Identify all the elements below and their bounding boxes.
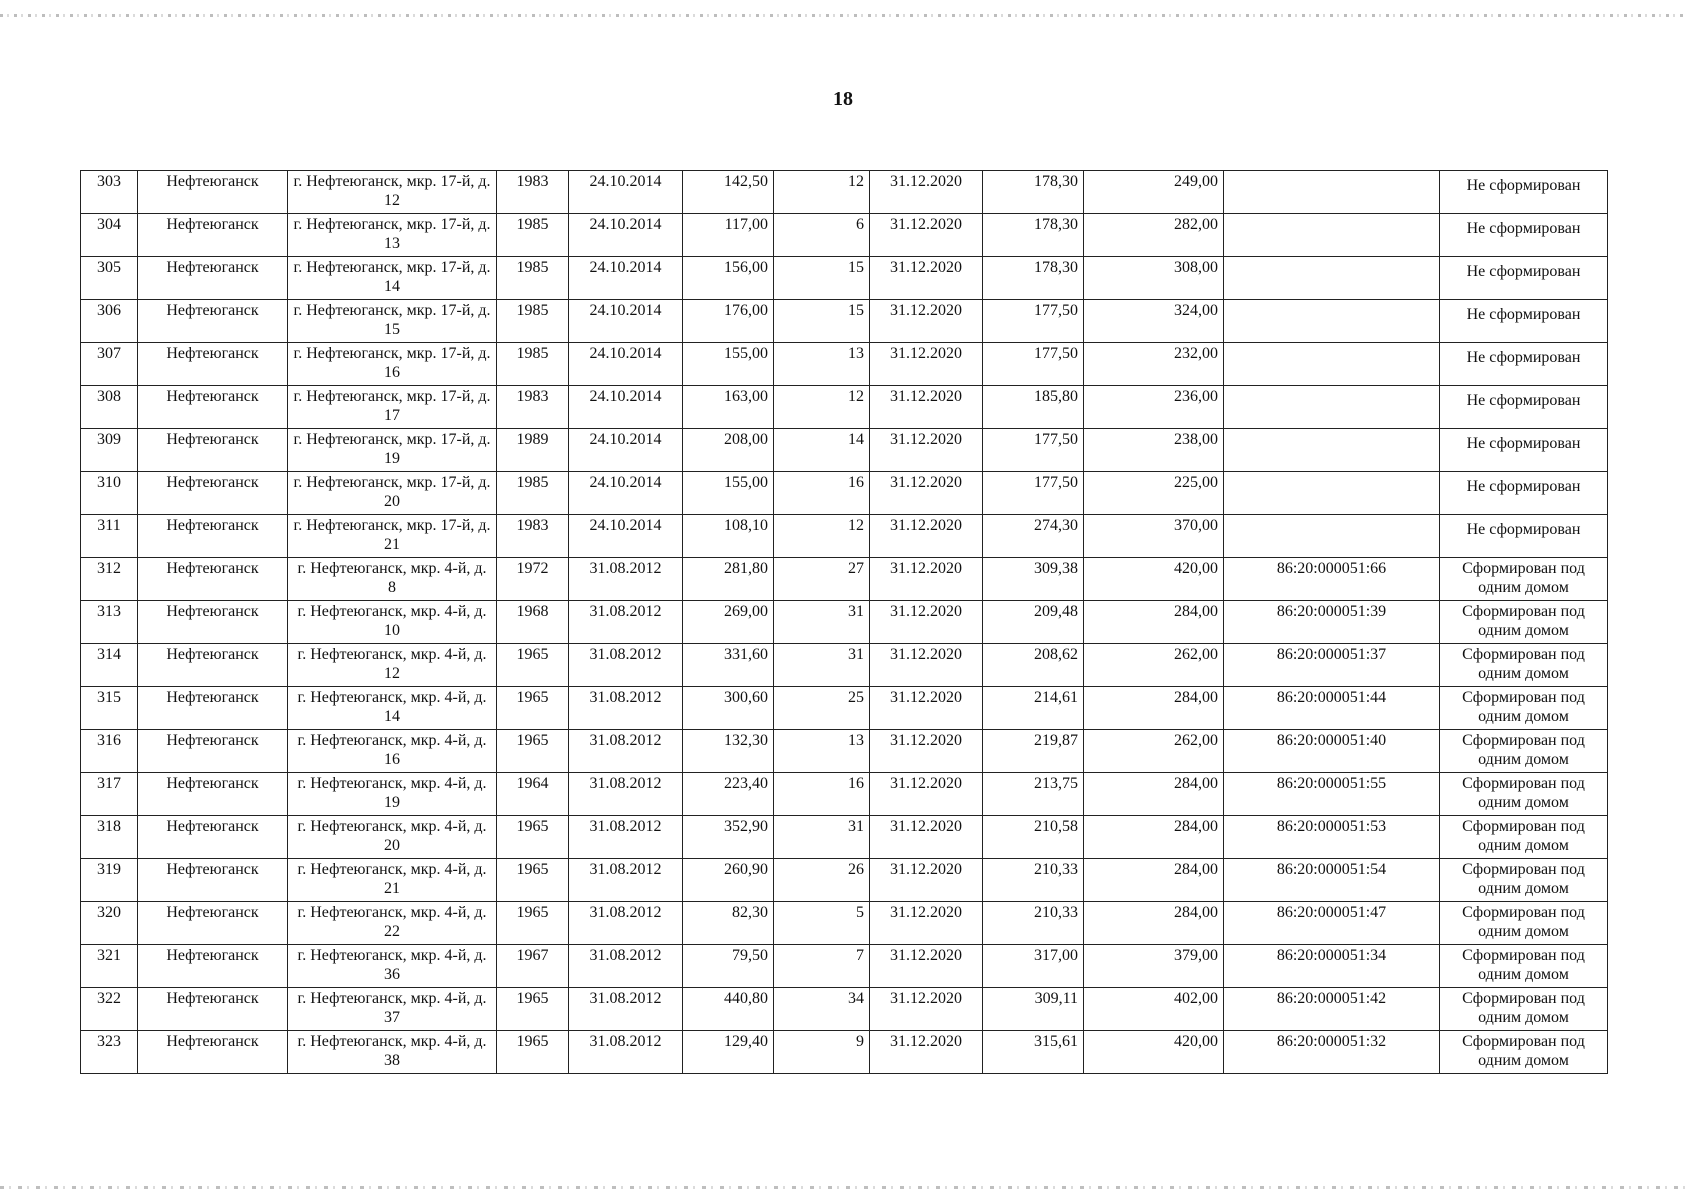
value-1-cell: 185,80 [983,386,1084,429]
date-cell: 24.10.2014 [569,214,683,257]
value-2-cell: 284,00 [1084,687,1224,730]
scan-edge-bottom [0,1186,1686,1189]
address-cell: г. Нефтеюганск, мкр. 17-й, д. 13 [288,214,497,257]
quantity-cell: 14 [774,429,870,472]
year-cell: 1985 [497,214,569,257]
date-cell: 24.10.2014 [569,472,683,515]
area-cell: 223,40 [683,773,774,816]
area-cell: 331,60 [683,644,774,687]
deadline-cell: 31.12.2020 [870,644,983,687]
value-1-cell: 178,30 [983,257,1084,300]
deadline-cell: 31.12.2020 [870,214,983,257]
land-status-cell: Не сформирован [1440,386,1608,429]
value-2-cell: 324,00 [1084,300,1224,343]
deadline-cell: 31.12.2020 [870,472,983,515]
cadastral-number-cell: 86:20:000051:54 [1224,859,1440,902]
area-cell: 108,10 [683,515,774,558]
deadline-cell: 31.12.2020 [870,343,983,386]
row-number-cell: 314 [81,644,138,687]
city-cell: Нефтеюганск [138,773,288,816]
cadastral-number-cell: 86:20:000051:34 [1224,945,1440,988]
value-1-cell: 177,50 [983,429,1084,472]
table-row [81,902,1608,945]
city-cell: Нефтеюганск [138,816,288,859]
area-cell: 156,00 [683,257,774,300]
cadastral-number-cell: 86:20:000051:42 [1224,988,1440,1031]
value-1-cell: 309,38 [983,558,1084,601]
value-1-cell: 309,11 [983,988,1084,1031]
row-number-cell: 310 [81,472,138,515]
table-row [81,816,1608,859]
quantity-cell: 31 [774,644,870,687]
value-2-cell: 284,00 [1084,902,1224,945]
year-cell: 1965 [497,902,569,945]
table-row [81,1031,1608,1074]
land-status-cell: Не сформирован [1440,171,1608,214]
table-row [81,687,1608,730]
cadastral-number-cell [1224,343,1440,386]
table-row [81,945,1608,988]
cadastral-number-cell [1224,386,1440,429]
area-cell: 155,00 [683,343,774,386]
cadastral-number-cell: 86:20:000051:37 [1224,644,1440,687]
year-cell: 1965 [497,859,569,902]
value-2-cell: 284,00 [1084,859,1224,902]
quantity-cell: 5 [774,902,870,945]
table-row [81,644,1608,687]
deadline-cell: 31.12.2020 [870,859,983,902]
row-number-cell: 311 [81,515,138,558]
value-1-cell: 178,30 [983,214,1084,257]
table-row [81,300,1608,343]
city-cell: Нефтеюганск [138,257,288,300]
quantity-cell: 31 [774,601,870,644]
land-status-cell: Сформирован под одним домом [1440,730,1608,773]
city-cell: Нефтеюганск [138,988,288,1031]
land-status-cell: Сформирован под одним домом [1440,945,1608,988]
land-status-cell: Не сформирован [1440,257,1608,300]
value-1-cell: 208,62 [983,644,1084,687]
cadastral-number-cell: 86:20:000051:66 [1224,558,1440,601]
quantity-cell: 16 [774,773,870,816]
year-cell: 1965 [497,730,569,773]
address-cell: г. Нефтеюганск, мкр. 17-й, д. 16 [288,343,497,386]
quantity-cell: 34 [774,988,870,1031]
table-row [81,429,1608,472]
scan-edge-top [0,14,1686,17]
address-cell: г. Нефтеюганск, мкр. 17-й, д. 20 [288,472,497,515]
land-status-cell: Сформирован под одним домом [1440,601,1608,644]
row-number-cell: 306 [81,300,138,343]
table-body [81,171,1608,1074]
deadline-cell: 31.12.2020 [870,558,983,601]
quantity-cell: 13 [774,730,870,773]
table-row [81,859,1608,902]
quantity-cell: 12 [774,515,870,558]
area-cell: 79,50 [683,945,774,988]
city-cell: Нефтеюганск [138,429,288,472]
table-row [81,343,1608,386]
area-cell: 132,30 [683,730,774,773]
deadline-cell: 31.12.2020 [870,300,983,343]
date-cell: 31.08.2012 [569,644,683,687]
address-cell: г. Нефтеюганск, мкр. 4-й, д. 22 [288,902,497,945]
date-cell: 31.08.2012 [569,816,683,859]
cadastral-number-cell [1224,300,1440,343]
date-cell: 24.10.2014 [569,257,683,300]
value-1-cell: 210,33 [983,902,1084,945]
year-cell: 1983 [497,171,569,214]
city-cell: Нефтеюганск [138,300,288,343]
value-2-cell: 284,00 [1084,816,1224,859]
address-cell: г. Нефтеюганск, мкр. 17-й, д. 14 [288,257,497,300]
year-cell: 1965 [497,816,569,859]
cadastral-number-cell: 86:20:000051:39 [1224,601,1440,644]
value-2-cell: 236,00 [1084,386,1224,429]
date-cell: 24.10.2014 [569,300,683,343]
date-cell: 31.08.2012 [569,773,683,816]
deadline-cell: 31.12.2020 [870,515,983,558]
area-cell: 260,90 [683,859,774,902]
value-2-cell: 249,00 [1084,171,1224,214]
cadastral-number-cell: 86:20:000051:44 [1224,687,1440,730]
page-number: 18 [833,88,853,110]
city-cell: Нефтеюганск [138,386,288,429]
deadline-cell: 31.12.2020 [870,902,983,945]
area-cell: 440,80 [683,988,774,1031]
row-number-cell: 316 [81,730,138,773]
value-1-cell: 177,50 [983,472,1084,515]
cadastral-number-cell [1224,171,1440,214]
row-number-cell: 309 [81,429,138,472]
value-2-cell: 420,00 [1084,1031,1224,1074]
deadline-cell: 31.12.2020 [870,1031,983,1074]
row-number-cell: 323 [81,1031,138,1074]
cadastral-number-cell [1224,472,1440,515]
address-cell: г. Нефтеюганск, мкр. 4-й, д. 14 [288,687,497,730]
row-number-cell: 313 [81,601,138,644]
value-2-cell: 284,00 [1084,601,1224,644]
land-status-cell: Сформирован под одним домом [1440,773,1608,816]
city-cell: Нефтеюганск [138,601,288,644]
quantity-cell: 13 [774,343,870,386]
area-cell: 117,00 [683,214,774,257]
cadastral-number-cell [1224,429,1440,472]
quantity-cell: 16 [774,472,870,515]
deadline-cell: 31.12.2020 [870,257,983,300]
value-2-cell: 262,00 [1084,730,1224,773]
quantity-cell: 15 [774,300,870,343]
land-status-cell: Сформирован под одним домом [1440,859,1608,902]
year-cell: 1965 [497,644,569,687]
address-cell: г. Нефтеюганск, мкр. 17-й, д. 17 [288,386,497,429]
address-cell: г. Нефтеюганск, мкр. 4-й, д. 38 [288,1031,497,1074]
value-2-cell: 238,00 [1084,429,1224,472]
quantity-cell: 27 [774,558,870,601]
address-cell: г. Нефтеюганск, мкр. 4-й, д. 12 [288,644,497,687]
deadline-cell: 31.12.2020 [870,171,983,214]
value-1-cell: 214,61 [983,687,1084,730]
deadline-cell: 31.12.2020 [870,730,983,773]
value-1-cell: 177,50 [983,343,1084,386]
value-2-cell: 232,00 [1084,343,1224,386]
city-cell: Нефтеюганск [138,558,288,601]
deadline-cell: 31.12.2020 [870,429,983,472]
value-1-cell: 213,75 [983,773,1084,816]
address-cell: г. Нефтеюганск, мкр. 4-й, д. 10 [288,601,497,644]
city-cell: Нефтеюганск [138,1031,288,1074]
deadline-cell: 31.12.2020 [870,988,983,1031]
area-cell: 281,80 [683,558,774,601]
deadline-cell: 31.12.2020 [870,687,983,730]
row-number-cell: 318 [81,816,138,859]
value-2-cell: 370,00 [1084,515,1224,558]
land-status-cell: Не сформирован [1440,300,1608,343]
year-cell: 1965 [497,988,569,1031]
deadline-cell: 31.12.2020 [870,816,983,859]
cadastral-number-cell: 86:20:000051:32 [1224,1031,1440,1074]
area-cell: 129,40 [683,1031,774,1074]
value-2-cell: 308,00 [1084,257,1224,300]
address-cell: г. Нефтеюганск, мкр. 17-й, д. 12 [288,171,497,214]
date-cell: 31.08.2012 [569,558,683,601]
land-status-cell: Сформирован под одним домом [1440,644,1608,687]
date-cell: 24.10.2014 [569,343,683,386]
area-cell: 300,60 [683,687,774,730]
area-cell: 352,90 [683,816,774,859]
address-cell: г. Нефтеюганск, мкр. 4-й, д. 21 [288,859,497,902]
row-number-cell: 307 [81,343,138,386]
deadline-cell: 31.12.2020 [870,945,983,988]
year-cell: 1965 [497,1031,569,1074]
row-number-cell: 312 [81,558,138,601]
row-number-cell: 320 [81,902,138,945]
address-cell: г. Нефтеюганск, мкр. 4-й, д. 37 [288,988,497,1031]
table-row [81,257,1608,300]
quantity-cell: 12 [774,171,870,214]
city-cell: Нефтеюганск [138,472,288,515]
year-cell: 1985 [497,257,569,300]
year-cell: 1983 [497,515,569,558]
land-status-cell: Сформирован под одним домом [1440,687,1608,730]
city-cell: Нефтеюганск [138,644,288,687]
value-2-cell: 262,00 [1084,644,1224,687]
area-cell: 269,00 [683,601,774,644]
row-number-cell: 322 [81,988,138,1031]
year-cell: 1964 [497,773,569,816]
year-cell: 1965 [497,687,569,730]
value-1-cell: 219,87 [983,730,1084,773]
row-number-cell: 317 [81,773,138,816]
year-cell: 1972 [497,558,569,601]
value-2-cell: 284,00 [1084,773,1224,816]
year-cell: 1985 [497,343,569,386]
quantity-cell: 12 [774,386,870,429]
address-cell: г. Нефтеюганск, мкр. 17-й, д. 15 [288,300,497,343]
city-cell: Нефтеюганск [138,859,288,902]
date-cell: 24.10.2014 [569,171,683,214]
land-status-cell: Не сформирован [1440,472,1608,515]
date-cell: 31.08.2012 [569,859,683,902]
area-cell: 142,50 [683,171,774,214]
cadastral-number-cell: 86:20:000051:53 [1224,816,1440,859]
date-cell: 31.08.2012 [569,730,683,773]
value-2-cell: 402,00 [1084,988,1224,1031]
city-cell: Нефтеюганск [138,945,288,988]
city-cell: Нефтеюганск [138,730,288,773]
value-1-cell: 210,33 [983,859,1084,902]
city-cell: Нефтеюганск [138,687,288,730]
value-1-cell: 315,61 [983,1031,1084,1074]
value-2-cell: 420,00 [1084,558,1224,601]
table-row [81,988,1608,1031]
cadastral-number-cell [1224,515,1440,558]
area-cell: 82,30 [683,902,774,945]
value-1-cell: 210,58 [983,816,1084,859]
area-cell: 163,00 [683,386,774,429]
row-number-cell: 319 [81,859,138,902]
value-2-cell: 282,00 [1084,214,1224,257]
date-cell: 24.10.2014 [569,429,683,472]
value-1-cell: 209,48 [983,601,1084,644]
date-cell: 31.08.2012 [569,945,683,988]
deadline-cell: 31.12.2020 [870,386,983,429]
value-1-cell: 317,00 [983,945,1084,988]
cadastral-number-cell [1224,214,1440,257]
table-row [81,730,1608,773]
address-cell: г. Нефтеюганск, мкр. 4-й, д. 20 [288,816,497,859]
land-status-cell: Не сформирован [1440,429,1608,472]
table-row [81,171,1608,214]
city-cell: Нефтеюганск [138,343,288,386]
table-row [81,558,1608,601]
date-cell: 24.10.2014 [569,386,683,429]
table-row [81,601,1608,644]
cadastral-number-cell [1224,257,1440,300]
cadastral-number-cell: 86:20:000051:55 [1224,773,1440,816]
table-row [81,386,1608,429]
date-cell: 31.08.2012 [569,988,683,1031]
row-number-cell: 303 [81,171,138,214]
land-status-cell: Сформирован под одним домом [1440,558,1608,601]
row-number-cell: 315 [81,687,138,730]
quantity-cell: 9 [774,1031,870,1074]
land-status-cell: Не сформирован [1440,214,1608,257]
row-number-cell: 305 [81,257,138,300]
land-status-cell: Не сформирован [1440,343,1608,386]
quantity-cell: 15 [774,257,870,300]
date-cell: 31.08.2012 [569,902,683,945]
year-cell: 1983 [497,386,569,429]
land-status-cell: Сформирован под одним домом [1440,902,1608,945]
land-status-cell: Сформирован под одним домом [1440,816,1608,859]
address-cell: г. Нефтеюганск, мкр. 4-й, д. 16 [288,730,497,773]
quantity-cell: 31 [774,816,870,859]
land-status-cell: Не сформирован [1440,515,1608,558]
address-cell: г. Нефтеюганск, мкр. 17-й, д. 21 [288,515,497,558]
city-cell: Нефтеюганск [138,515,288,558]
address-cell: г. Нефтеюганск, мкр. 4-й, д. 19 [288,773,497,816]
cadastral-number-cell: 86:20:000051:40 [1224,730,1440,773]
row-number-cell: 304 [81,214,138,257]
address-cell: г. Нефтеюганск, мкр. 17-й, д. 19 [288,429,497,472]
date-cell: 31.08.2012 [569,687,683,730]
row-number-cell: 321 [81,945,138,988]
year-cell: 1985 [497,472,569,515]
city-cell: Нефтеюганск [138,902,288,945]
city-cell: Нефтеюганск [138,214,288,257]
city-cell: Нефтеюганск [138,171,288,214]
table-row [81,773,1608,816]
cadastral-number-cell: 86:20:000051:47 [1224,902,1440,945]
value-2-cell: 225,00 [1084,472,1224,515]
address-cell: г. Нефтеюганск, мкр. 4-й, д. 36 [288,945,497,988]
row-number-cell: 308 [81,386,138,429]
table-row [81,515,1608,558]
area-cell: 155,00 [683,472,774,515]
land-status-cell: Сформирован под одним домом [1440,988,1608,1031]
value-1-cell: 177,50 [983,300,1084,343]
quantity-cell: 7 [774,945,870,988]
deadline-cell: 31.12.2020 [870,601,983,644]
value-1-cell: 178,30 [983,171,1084,214]
quantity-cell: 6 [774,214,870,257]
table-row [81,472,1608,515]
value-1-cell: 274,30 [983,515,1084,558]
quantity-cell: 26 [774,859,870,902]
land-status-cell: Сформирован под одним домом [1440,1031,1608,1074]
area-cell: 208,00 [683,429,774,472]
date-cell: 31.08.2012 [569,1031,683,1074]
housing-registry-table [80,170,1608,1074]
year-cell: 1985 [497,300,569,343]
value-2-cell: 379,00 [1084,945,1224,988]
date-cell: 24.10.2014 [569,515,683,558]
year-cell: 1968 [497,601,569,644]
year-cell: 1989 [497,429,569,472]
address-cell: г. Нефтеюганск, мкр. 4-й, д. 8 [288,558,497,601]
area-cell: 176,00 [683,300,774,343]
quantity-cell: 25 [774,687,870,730]
table-row [81,214,1608,257]
deadline-cell: 31.12.2020 [870,773,983,816]
date-cell: 31.08.2012 [569,601,683,644]
year-cell: 1967 [497,945,569,988]
